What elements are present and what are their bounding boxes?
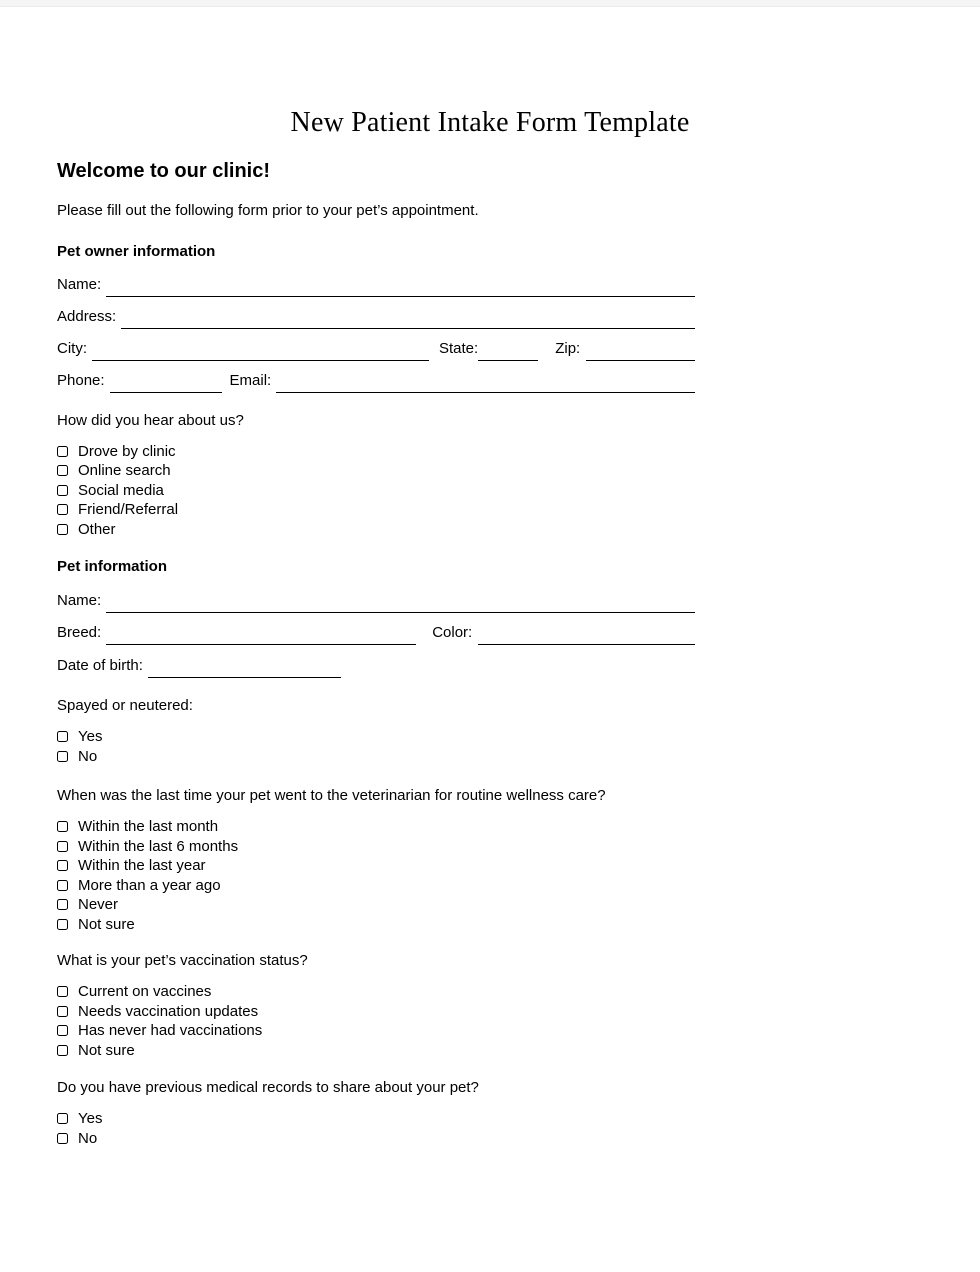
owner-zip-input-line[interactable] [586, 342, 695, 361]
checklist-option[interactable] [57, 895, 695, 915]
pet-dob-row [57, 655, 695, 678]
vaccination-status-options [57, 982, 695, 1060]
checklist-option[interactable] [57, 1021, 695, 1041]
vaccination-status-question: What is your pet’s vaccination status? [57, 952, 308, 970]
owner-email-label: Email: [229, 371, 272, 389]
pet-dob-label: Date of birth: [57, 657, 143, 675]
option-label: Social media [78, 481, 164, 499]
checkbox-icon[interactable] [57, 899, 68, 910]
checklist-option[interactable] [57, 1041, 695, 1061]
checklist-option[interactable] [57, 461, 695, 481]
checkbox-icon[interactable] [57, 880, 68, 891]
owner-name-row [57, 274, 695, 297]
option-label: Not sure [78, 915, 135, 933]
checkbox-icon[interactable] [57, 446, 68, 457]
pet-dob-input-line[interactable] [148, 659, 341, 678]
checklist-option[interactable] [57, 442, 695, 462]
checklist-option[interactable] [57, 1002, 695, 1022]
checklist-option[interactable] [57, 837, 695, 857]
option-label: Yes [78, 728, 103, 746]
owner-address-label: Address: [57, 307, 117, 325]
pet-color-input-line[interactable] [478, 626, 695, 645]
pet-name-input-line[interactable] [106, 594, 695, 613]
owner-section-heading: Pet owner information [57, 242, 216, 260]
checkbox-icon[interactable] [57, 1113, 68, 1124]
checkbox-icon[interactable] [57, 524, 68, 535]
owner-city-input-line[interactable] [92, 342, 429, 361]
option-label: Current on vaccines [78, 983, 212, 1001]
option-label: Within the last year [78, 857, 206, 875]
owner-phone-input-line[interactable] [110, 374, 222, 393]
checkbox-icon[interactable] [57, 504, 68, 515]
checkbox-icon[interactable] [57, 919, 68, 930]
pet-name-row [57, 590, 695, 613]
checklist-option[interactable] [57, 817, 695, 837]
checklist-option[interactable] [57, 856, 695, 876]
checklist-option[interactable] [57, 1129, 695, 1149]
checkbox-icon[interactable] [57, 1045, 68, 1056]
document-content [57, 0, 695, 1148]
checkbox-icon[interactable] [57, 1006, 68, 1017]
owner-name-input-line[interactable] [106, 278, 695, 297]
pet-breed-label: Breed: [57, 624, 102, 642]
spay-neuter-question: Spayed or neutered: [57, 697, 193, 715]
checklist-option[interactable] [57, 747, 695, 767]
pet-name-label: Name: [57, 592, 102, 610]
owner-name-label: Name: [57, 275, 102, 293]
checkbox-icon[interactable] [57, 1133, 68, 1144]
checkbox-icon[interactable] [57, 860, 68, 871]
option-label: No [78, 1129, 98, 1147]
owner-city-label: City: [57, 339, 87, 357]
pet-breed-input-line[interactable] [106, 626, 416, 645]
wellness-visit-question: When was the last time your pet went to the veterinarian for routine wellness care? [57, 787, 606, 805]
option-label: Yes [78, 1110, 103, 1128]
checklist-option[interactable] [57, 727, 695, 747]
pet-section-heading: Pet information [57, 558, 168, 576]
owner-phone-label: Phone: [57, 371, 105, 389]
option-label: Friend/Referral [78, 501, 179, 519]
hear-about-options [57, 442, 695, 540]
option-label: Not sure [78, 1041, 135, 1059]
owner-phone-email-row [57, 370, 695, 393]
checklist-option[interactable] [57, 876, 695, 896]
option-label: No [78, 747, 98, 765]
owner-state-input-line[interactable] [478, 342, 538, 361]
owner-state-label: State: [439, 339, 479, 357]
checkbox-icon[interactable] [57, 731, 68, 742]
welcome-heading: Welcome to our clinic! [57, 160, 270, 182]
checklist-option[interactable] [57, 481, 695, 501]
checkbox-icon[interactable] [57, 841, 68, 852]
checkbox-icon[interactable] [57, 986, 68, 997]
welcome-subtext: Please fill out the following form prior to your pet’s appointment. [57, 201, 479, 219]
checkbox-icon[interactable] [57, 1025, 68, 1036]
owner-zip-label: Zip: [555, 339, 581, 357]
checklist-option[interactable] [57, 520, 695, 540]
option-label: Drove by clinic [78, 442, 176, 460]
document-title: New Patient Intake Form Template [290, 106, 690, 138]
checkbox-icon[interactable] [57, 751, 68, 762]
owner-email-input-line[interactable] [276, 374, 695, 393]
option-label: Within the last month [78, 818, 219, 836]
option-label: Needs vaccination updates [78, 1002, 259, 1020]
checklist-option[interactable] [57, 1109, 695, 1129]
option-label: More than a year ago [78, 876, 221, 894]
checklist-option[interactable] [57, 982, 695, 1002]
option-label: Has never had vaccinations [78, 1022, 263, 1040]
owner-city-state-zip-row [57, 338, 695, 361]
option-label: Other [78, 520, 116, 538]
pet-breed-color-row [57, 622, 695, 645]
option-label: Within the last 6 months [78, 837, 239, 855]
checkbox-icon[interactable] [57, 485, 68, 496]
checkbox-icon[interactable] [57, 465, 68, 476]
checklist-option[interactable] [57, 915, 695, 935]
spay-neuter-options [57, 727, 695, 766]
owner-address-row [57, 306, 695, 329]
owner-address-input-line[interactable] [121, 310, 695, 329]
wellness-visit-options [57, 817, 695, 934]
option-label: Online search [78, 462, 171, 480]
option-label: Never [78, 896, 119, 914]
pet-color-label: Color: [432, 624, 473, 642]
checklist-option[interactable] [57, 500, 695, 520]
checkbox-icon[interactable] [57, 821, 68, 832]
hear-about-question: How did you hear about us? [57, 411, 244, 429]
medical-records-question: Do you have previous medical records to share about your pet? [57, 1079, 479, 1097]
medical-records-options [57, 1109, 695, 1148]
